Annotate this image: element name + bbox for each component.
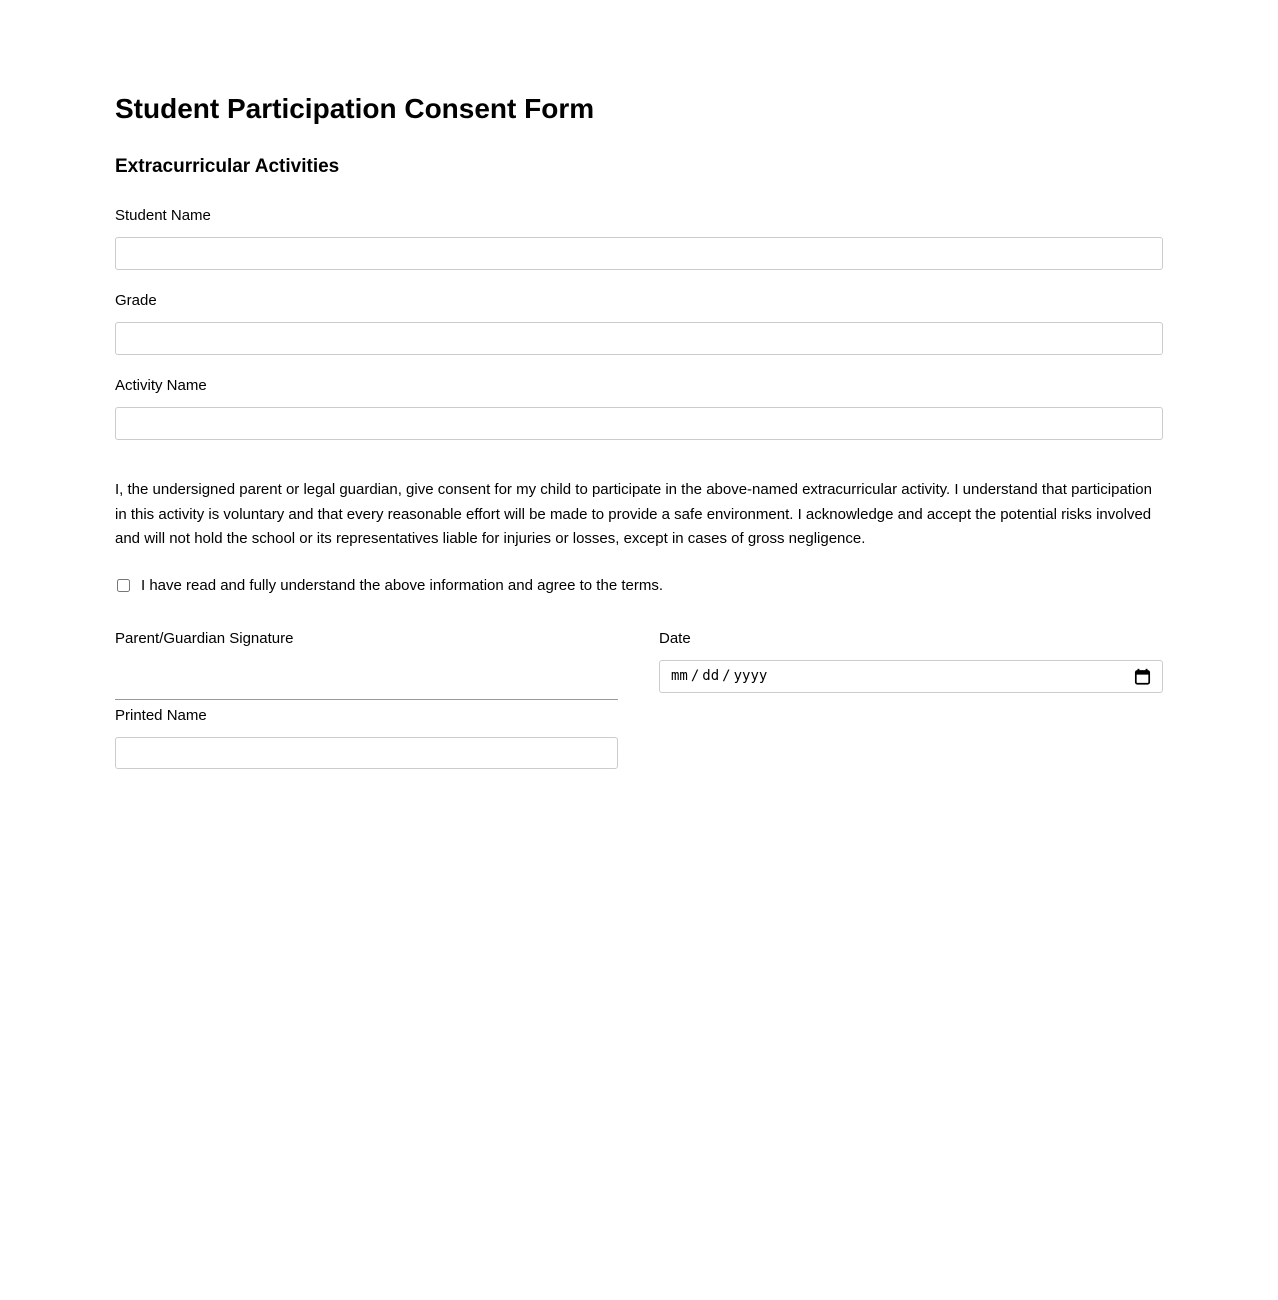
page-title: Student Participation Consent Form <box>115 93 595 124</box>
consent-checkbox[interactable] <box>117 579 130 592</box>
signature-section <box>115 630 1163 769</box>
grade-label: Grade <box>115 292 157 309</box>
printed-name-input[interactable] <box>115 737 618 769</box>
grade-field-group <box>115 292 1163 355</box>
consent-paragraph: I, the undersigned parent or legal guardian, give consent for my child to participate in the above-named extracurricular activity. I understand that participation in this activity is voluntary and that every reasonable effort will be made to provide a safe environment. I acknowledge and accept the potential risks involved and will not hold the school or its representatives liable for injuries or losses, except in cases of gross negligence. <box>115 481 1152 547</box>
activity-name-label: Activity Name <box>115 377 207 394</box>
date-placeholder <box>671 668 767 684</box>
signature-column <box>115 630 618 769</box>
date-separator: / <box>722 668 731 684</box>
date-day-segment: dd <box>702 668 720 684</box>
date-input[interactable] <box>659 660 1163 693</box>
date-label: Date <box>659 629 691 647</box>
date-separator: / <box>690 668 700 684</box>
activity-name-field-group <box>115 377 1163 440</box>
page-subtitle: Extracurricular Activities <box>115 156 340 177</box>
printed-name-label: Printed Name <box>115 706 207 724</box>
date-year-segment: yyyy <box>733 668 768 684</box>
consent-checkbox-row <box>117 577 1163 595</box>
signature-pad[interactable] <box>115 660 618 700</box>
student-name-label: Student Name <box>115 207 211 224</box>
student-name-field-group <box>115 207 1163 270</box>
date-month-segment: mm <box>671 668 688 684</box>
signature-label: Parent/Guardian Signature <box>115 629 294 647</box>
activity-name-input[interactable] <box>115 407 1163 440</box>
consent-form-page <box>115 0 1163 769</box>
student-name-input[interactable] <box>115 237 1163 270</box>
grade-input[interactable] <box>115 322 1163 355</box>
calendar-icon[interactable] <box>1134 668 1151 685</box>
date-column <box>659 630 1163 769</box>
consent-checkbox-label[interactable]: I have read and fully understand the above information and agree to the terms. <box>141 576 663 594</box>
